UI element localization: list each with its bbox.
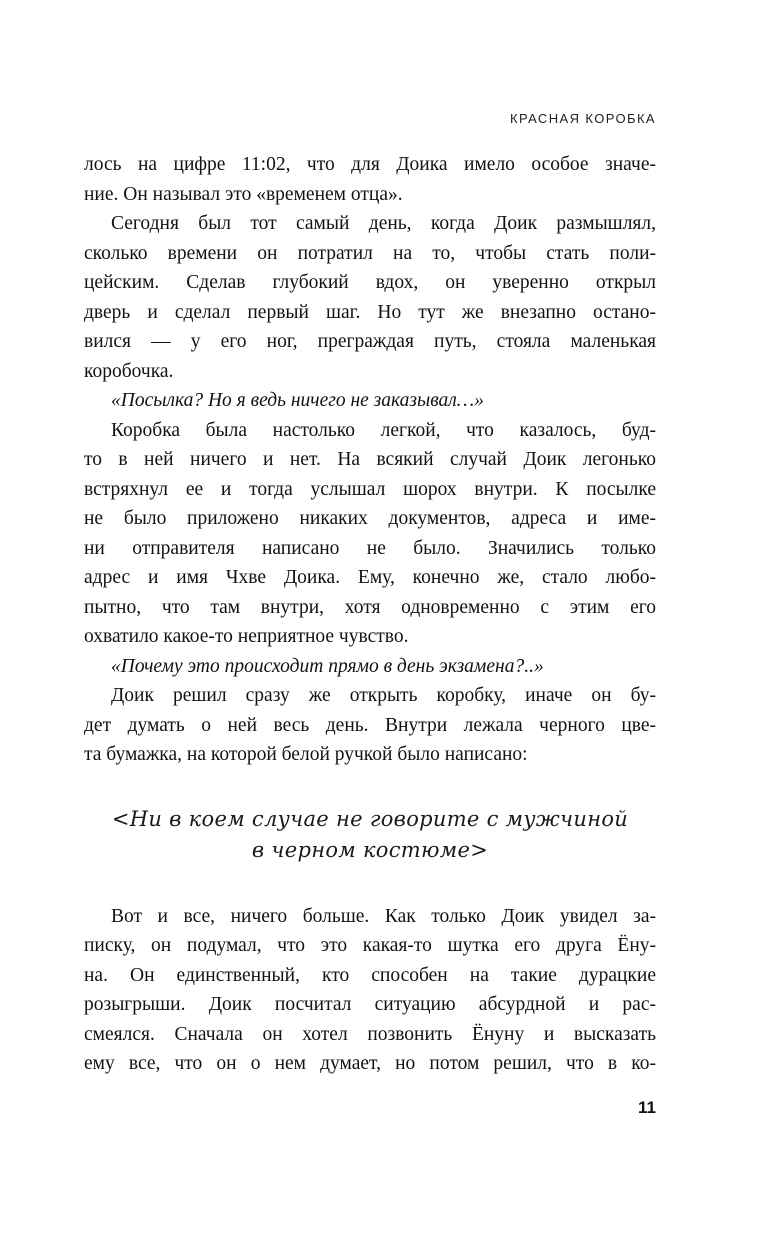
paragraph <box>84 902 656 1079</box>
text-line: та бумажка, на которой белой ручкой было написано: <box>84 744 528 765</box>
paragraph-italic-quote <box>84 652 656 682</box>
text-line: цейским. Сделав глубокий вдох, он уверенно открыл <box>84 272 656 293</box>
text-line: вился — у его ног, преграждая путь, стояла маленькая <box>84 331 656 352</box>
text-line: смеялся. Сначала он хотел позвонить Ёнуну и высказать <box>84 1023 656 1045</box>
paragraph <box>84 681 656 770</box>
text-line: ние. Он называл это «временем отца». <box>84 183 403 205</box>
text-line: адрес и имя Чхве Доика. Ему, конечно же, стало любо- <box>84 567 656 588</box>
page-number: 11 <box>638 1098 656 1117</box>
text-line: розыгрыши. Доик посчитал ситуацию абсурдной и рас- <box>84 994 656 1015</box>
text-line: Коробка была настолько легкой, что казалось, буд- <box>111 419 656 441</box>
text-line: писку, он подумал, что это какая-то шутка его друга Ёну- <box>84 935 656 956</box>
text-line: коробочка. <box>84 360 174 382</box>
text-line: на. Он единственный, кто способен на такие дурацкие <box>84 964 656 986</box>
text-line: то в ней ничего и нет. На всякий случай Доик легонько <box>84 449 656 470</box>
text-line: Сегодня был тот самый день, когда Доик размышлял, <box>111 213 656 234</box>
paragraph <box>84 416 656 652</box>
text-line: «Почему это происходит прямо в день экзамена?..» <box>111 655 544 677</box>
text-line: пытно, что там внутри, хотя одновременно с этим его <box>84 596 656 618</box>
text-line: «Посылка? Но я ведь ничего не заказывал…» <box>111 390 484 411</box>
text-line: охватило какое-то неприятное чувство. <box>84 626 409 647</box>
text-line: ему все, что он о нем думает, но потом решил, что в ко- <box>84 1053 656 1074</box>
paragraph <box>84 150 656 209</box>
text-line: Вот и все, ничего больше. Как только Доик увидел за- <box>111 905 656 927</box>
text-line: встряхнул ее и тогда услышал шорох внутри. К посылке <box>84 478 656 500</box>
note-line: в черном костюме> <box>251 837 489 862</box>
text-line: Доик решил сразу же открыть коробку, иначе он бу- <box>111 685 656 706</box>
text-line: сколько времени он потратил на то, чтобы стать поли- <box>84 242 656 264</box>
running-header: КРАСНАЯ КОРОБКА <box>509 111 656 126</box>
text-line: лось на цифре 11:02, что для Доика имело особое значе- <box>84 154 656 175</box>
text-line: дет думать о ней весь день. Внутри лежала черного цве- <box>84 714 656 736</box>
note-line: <Ни в коем случае не говорите с мужчиной <box>111 806 629 831</box>
paragraph <box>84 209 656 386</box>
text-line: ни отправителя написано не было. Значились только <box>84 537 656 559</box>
paragraph-italic-quote <box>84 386 656 416</box>
body-text <box>84 150 656 1079</box>
handwritten-note <box>84 804 656 866</box>
text-line: дверь и сделал первый шаг. Но тут же внезапно остано- <box>84 301 656 323</box>
text-line: не было приложено никаких документов, адреса и име- <box>84 508 656 529</box>
